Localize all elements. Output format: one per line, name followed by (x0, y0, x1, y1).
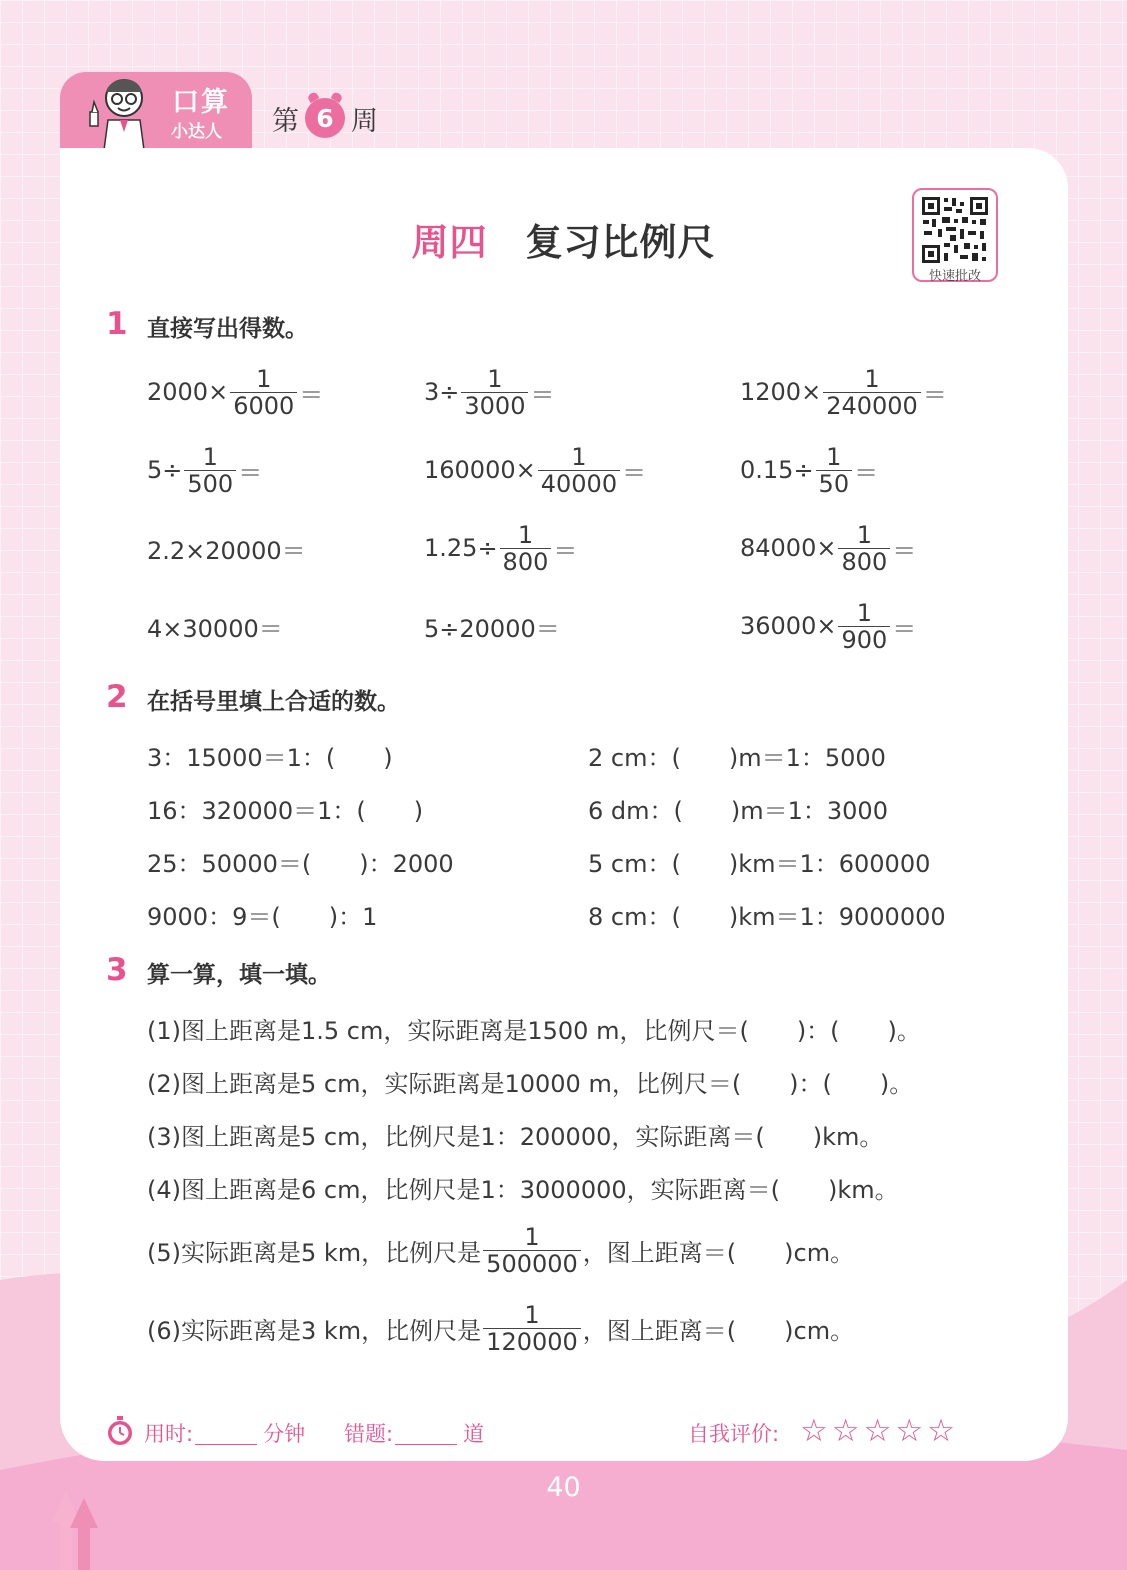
section-2-number: 2 (106, 679, 128, 715)
word-problem: (1)图上距离是1.5 cm，实际距离是1500 m，比例尺＝( )：( )。 (147, 1017, 921, 1045)
arrow-decoration-icon (52, 1492, 100, 1570)
week-suffix: 周 (351, 105, 378, 137)
title-topic: 复习比例尺 (525, 221, 716, 264)
section-1-number: 1 (106, 306, 128, 342)
section-1-instruction: 直接写出得数。 (147, 316, 308, 342)
fill-blank-item: 16：320000＝1：( ) (147, 797, 424, 825)
calc-item: 2000× $\frac{1}{6000}$ ＝ (147, 364, 324, 420)
calc-item: 160000× $\frac{1}{40000}$ ＝ (424, 442, 647, 498)
stopwatch-icon (106, 1416, 134, 1446)
fill-blank-item: 5 cm：( )km＝1：600000 (588, 850, 931, 878)
calc-item: 84000× $\frac{1}{800}$ ＝ (740, 520, 917, 576)
week-number-badge: 6 (305, 98, 345, 138)
page-number: 40 (546, 1472, 581, 1503)
word-problem: (2)图上距离是5 cm，实际距离是10000 m，比例尺＝( )：( )。 (147, 1070, 914, 1098)
fill-blank-item: 9000：9＝( )：1 (147, 903, 378, 931)
mascot-icon (80, 72, 160, 150)
word-problem: (4)图上距离是6 cm，比例尺是1：3000000，实际距离＝( )km。 (147, 1176, 899, 1204)
calc-item: 5÷20000＝ (424, 614, 560, 643)
errors-blank[interactable] (395, 1425, 457, 1445)
fraction: $\frac{1}{40000}$ (538, 444, 620, 497)
calc-item: 4×30000＝ (147, 614, 283, 643)
calc-item: 1.25÷ $\frac{1}{800}$ ＝ (424, 520, 578, 576)
fraction: $\frac{1}{800}$ (500, 522, 552, 575)
brand-title: 口算 (172, 87, 230, 118)
calc-item: 1200× $\frac{1}{240000}$ ＝ (740, 364, 947, 420)
fraction: $\frac{1}{3000}$ (461, 366, 528, 419)
rating-stars[interactable]: ☆☆☆☆☆ (800, 1413, 959, 1449)
fraction: $\frac{1}{50}$ (816, 444, 853, 497)
word-problem: (3)图上距离是5 cm，比例尺是1：200000，实际距离＝( )km。 (147, 1123, 884, 1151)
word-problem: (6)实际距离是3 km，比例尺是 $\frac{1}{120000}$ ，图上距离＝( )cm。 (147, 1300, 855, 1356)
errors-field[interactable]: 错题: 道 (344, 1422, 485, 1446)
calc-item: 0.15÷ $\frac{1}{50}$ ＝ (740, 442, 879, 498)
fill-blank-item: 3：15000＝1：( ) (147, 744, 393, 772)
fill-blank-item: 2 cm：( )m＝1：5000 (588, 744, 886, 772)
qr-code-box[interactable] (912, 188, 998, 282)
fill-blank-item: 6 dm：( )m＝1：3000 (588, 797, 888, 825)
time-spent-field[interactable]: 用时: 分钟 (144, 1422, 306, 1446)
fraction: $\frac{1}{500000}$ (483, 1224, 581, 1277)
section-3-instruction: 算一算，填一填。 (147, 962, 331, 988)
fraction: $\frac{1}{240000}$ (823, 366, 921, 419)
brand-subtitle: 小达人 (171, 122, 222, 142)
word-problem: (5)实际距离是5 km，比例尺是 $\frac{1}{500000}$ ，图上距离＝( )cm。 (147, 1222, 855, 1278)
fraction: $\frac{1}{120000}$ (483, 1302, 581, 1355)
calc-item: 3÷ $\frac{1}{3000}$ ＝ (424, 364, 555, 420)
title-day: 周四 (411, 221, 488, 264)
fraction: $\frac{1}{800}$ (838, 522, 890, 575)
calc-item: 36000× $\frac{1}{900}$ ＝ (740, 598, 917, 654)
fill-blank-item: 8 cm：( )km＝1：9000000 (588, 903, 946, 931)
section-2-instruction: 在括号里填上合适的数。 (147, 689, 400, 715)
time-blank[interactable] (195, 1425, 257, 1445)
self-rating-label: 自我评价: (688, 1422, 780, 1446)
week-prefix: 第 (272, 105, 299, 137)
calc-item: 2.2×20000＝ (147, 536, 306, 565)
week-indicator (272, 96, 378, 140)
calc-item: 5÷ $\frac{1}{500}$ ＝ (147, 442, 263, 498)
fraction: $\frac{1}{500}$ (184, 444, 236, 497)
fill-blank-item: 25：50000＝( )：2000 (147, 850, 454, 878)
section-3-number: 3 (106, 952, 128, 988)
fraction: $\frac{1}{6000}$ (230, 366, 297, 419)
qr-code-icon (920, 195, 990, 265)
qr-label: 快速批改 (928, 269, 981, 284)
fraction: $\frac{1}{900}$ (838, 600, 890, 653)
